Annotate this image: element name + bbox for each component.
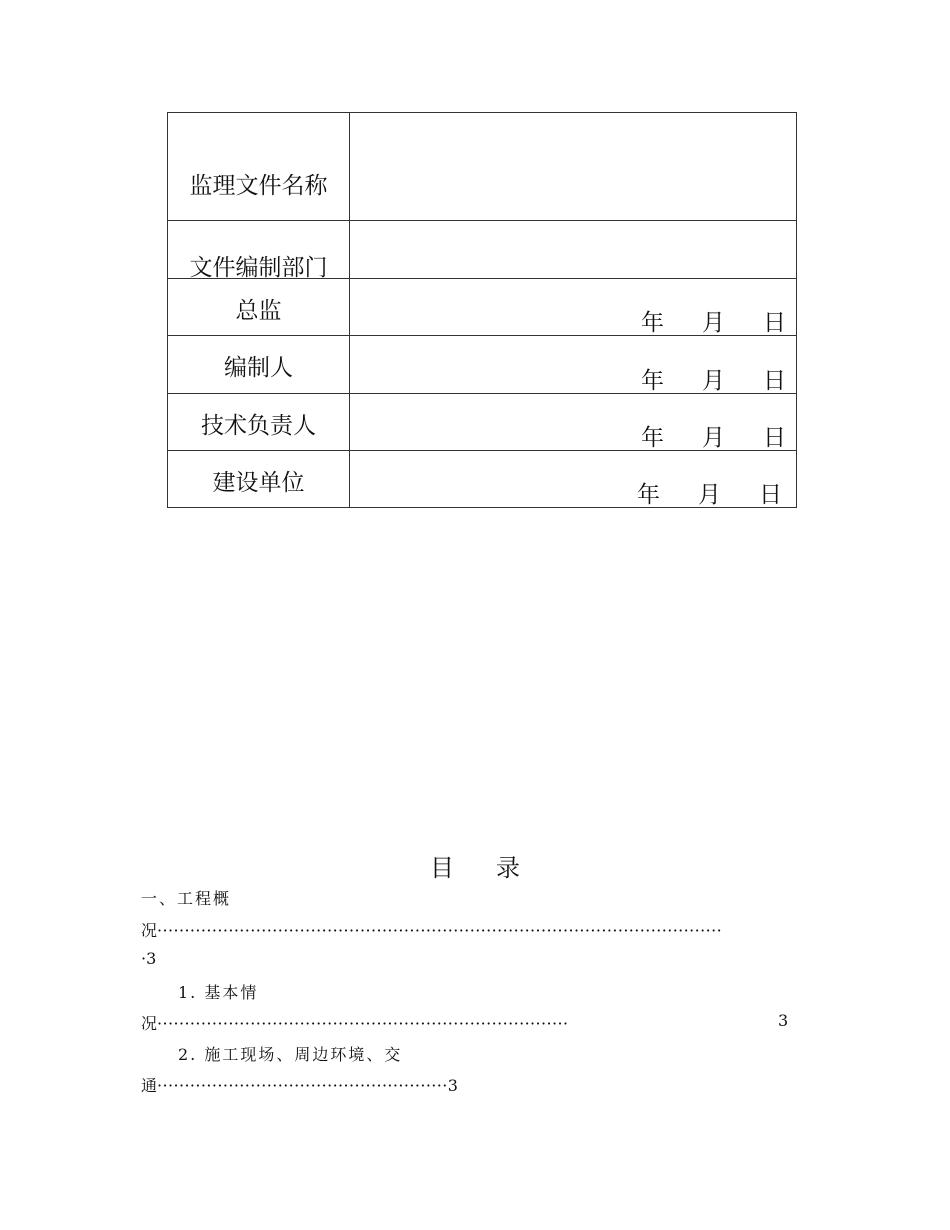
toc-leader-dots: ······································································································· [157, 921, 723, 940]
toc-entry-label: 1. 基本情 [178, 983, 259, 1002]
toc-page-number: 3 [447, 1076, 458, 1095]
date-field [637, 476, 782, 509]
table-row [168, 451, 797, 508]
date-field [641, 304, 786, 337]
toc-page-number: 3 [778, 1011, 791, 1030]
table-row [168, 279, 797, 336]
label-cell [168, 221, 350, 279]
date-day: 日 [763, 425, 786, 451]
compiler-value-cell[interactable] [350, 336, 797, 394]
toc-entry-1-page[interactable] [141, 949, 156, 968]
date-day: 日 [759, 482, 782, 508]
date-month: 月 [702, 310, 725, 336]
document-name-value-cell[interactable] [350, 113, 797, 221]
toc-entry-1-heading[interactable] [141, 886, 231, 909]
toc-page-number: ·3 [141, 949, 157, 968]
toc-title-part1: 目 [430, 854, 454, 882]
date-year: 年 [637, 482, 660, 508]
date-year: 年 [641, 425, 664, 451]
label-cell [168, 279, 350, 336]
toc-entry-label: 况 [141, 1014, 158, 1033]
toc-entry-label: 通 [141, 1076, 158, 1095]
table-row [168, 113, 797, 221]
table-row [168, 394, 797, 451]
toc-entry-label: 2. 施工现场、周边环境、交 [178, 1045, 403, 1064]
toc-entry-3-heading[interactable] [178, 1042, 402, 1065]
chief-supervisor-value-cell[interactable] [350, 279, 797, 336]
date-field [641, 419, 786, 452]
label-cell [168, 336, 350, 394]
table-row [168, 336, 797, 394]
toc-entry-2-leader[interactable] [141, 1011, 568, 1034]
toc-entry-2-page[interactable] [778, 1011, 790, 1030]
date-year: 年 [641, 310, 664, 336]
technical-lead-value-cell[interactable] [350, 394, 797, 451]
label-cell [168, 113, 350, 221]
label-cell [168, 394, 350, 451]
toc-entry-label: 况 [141, 921, 158, 940]
label-cell [168, 451, 350, 508]
date-month: 月 [702, 425, 725, 451]
row-label-compiler: 编制人 [224, 355, 293, 381]
row-label-chief-supervisor: 总监 [235, 298, 282, 324]
toc-entry-3-leader[interactable] [141, 1073, 458, 1096]
date-year: 年 [641, 368, 664, 394]
toc-leader-dots: ··········································································· [157, 1014, 569, 1033]
toc-entry-label: 一、工程概 [141, 889, 232, 908]
row-label-document-name: 监理文件名称 [189, 173, 328, 199]
date-month: 月 [702, 368, 725, 394]
date-day: 日 [763, 310, 786, 336]
department-value-cell[interactable] [350, 221, 797, 279]
date-day: 日 [763, 368, 786, 394]
row-label-construction-unit: 建设单位 [212, 470, 305, 496]
toc-title-part2: 录 [496, 854, 520, 882]
toc-leader-dots: ····················································· [157, 1076, 448, 1095]
row-label-department: 文件编制部门 [189, 255, 328, 281]
construction-unit-value-cell[interactable] [350, 451, 797, 508]
date-month: 月 [698, 482, 721, 508]
toc-entry-1-leader[interactable] [141, 918, 722, 941]
date-field [641, 362, 786, 395]
table-row [168, 221, 797, 279]
row-label-technical-lead: 技术负责人 [201, 413, 316, 439]
toc-entry-2-heading[interactable] [178, 980, 258, 1003]
cover-info-table [167, 112, 797, 508]
toc-title [0, 848, 950, 883]
